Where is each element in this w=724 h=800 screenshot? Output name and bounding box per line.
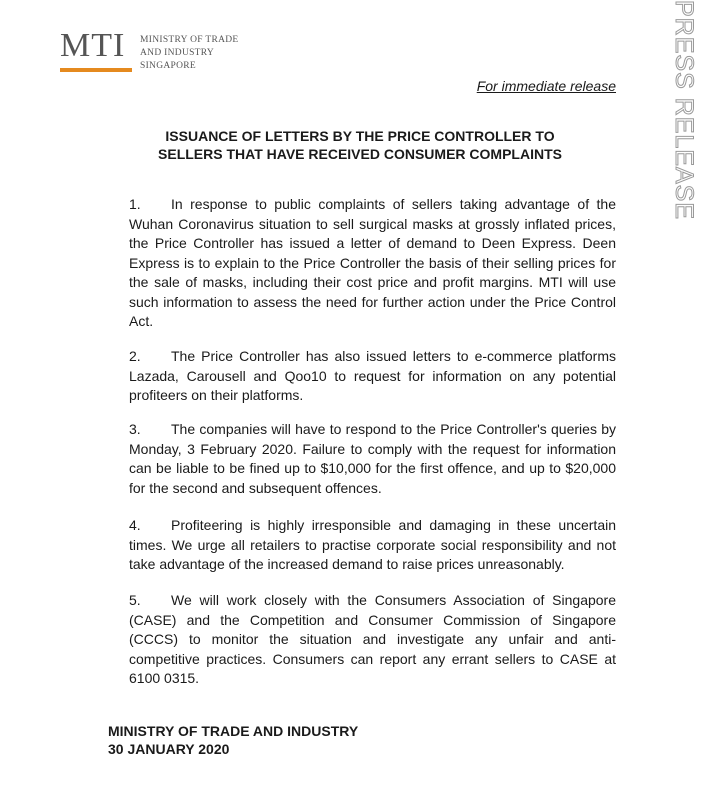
- paragraph-4: [129, 516, 616, 575]
- paragraph-text: The Price Controller has also issued letters to e-commerce platforms Lazada, Carousell and Qoo10 to request for information on any potential profiteers on their platforms.: [129, 348, 616, 403]
- paragraph-2: [129, 347, 616, 406]
- title-line-2: SELLERS THAT HAVE RECEIVED CONSUMER COMPLAINTS: [158, 146, 562, 162]
- paragraph-number: 1.: [129, 196, 141, 212]
- release-note: For immediate release: [476, 78, 616, 94]
- paragraph-text: Profiteering is highly irresponsible and damaging in these uncertain times. We urge all retailers to practise corporate social responsibility and not take advantage of the increased demand to raise prices unreasonably.: [129, 517, 616, 572]
- press-release-watermark: PRESS RELEASE: [670, 0, 698, 221]
- signature-date: 30 JANUARY 2020: [108, 741, 230, 757]
- signature-block: [108, 722, 358, 758]
- paragraph-number: 5.: [129, 592, 141, 608]
- document-title: [110, 127, 610, 163]
- mti-logo: [60, 28, 270, 78]
- paragraph-text: In response to public complaints of sellers taking advantage of the Wuhan Coronavirus situation to sell surgical masks at grossly inflated prices, the Price Controller has issued a letter of demand to Deen Express. Deen Express is to explain to the Price Controller the basis of their selling prices for the sale of masks, including their cost price and profit margins. MTI will use such information to assess the need for further action under the Price Control Act.: [129, 196, 616, 329]
- logo-wordmark: [140, 34, 239, 73]
- logo-orange-bar: [60, 68, 132, 72]
- logo-line-1: MINISTRY OF TRADE: [140, 35, 239, 45]
- paragraph-text: We will work closely with the Consumers Association of Singapore (CASE) and the Competition and Consumer Commission of Singapore (CCCS) to monitor the situation and investigate any unfair and anti-competitive practices. Consumers can report any errant sellers to CASE at 6100 0315.: [129, 592, 616, 686]
- signature-org: MINISTRY OF TRADE AND INDUSTRY: [108, 723, 359, 739]
- logo-line-3: SINGAPORE: [140, 61, 197, 71]
- title-line-1: ISSUANCE OF LETTERS BY THE PRICE CONTROLLER TO: [165, 128, 555, 144]
- paragraph-3: [129, 420, 616, 498]
- paragraph-number: 3.: [129, 421, 141, 437]
- logo-mark: MTI: [60, 27, 126, 64]
- paragraph-text: The companies will have to respond to the Price Controller's queries by Monday, 3 February 2020. Failure to comply with the request for information can be liable to be fined up to $10,000 for the first offence, and up to $20,000 for the second and subsequent offences.: [129, 421, 616, 496]
- paragraph-1: [129, 195, 616, 332]
- paragraph-5: [129, 591, 616, 689]
- paragraph-number: 2.: [129, 348, 141, 364]
- paragraph-number: 4.: [129, 517, 141, 533]
- logo-line-2: AND INDUSTRY: [140, 48, 215, 58]
